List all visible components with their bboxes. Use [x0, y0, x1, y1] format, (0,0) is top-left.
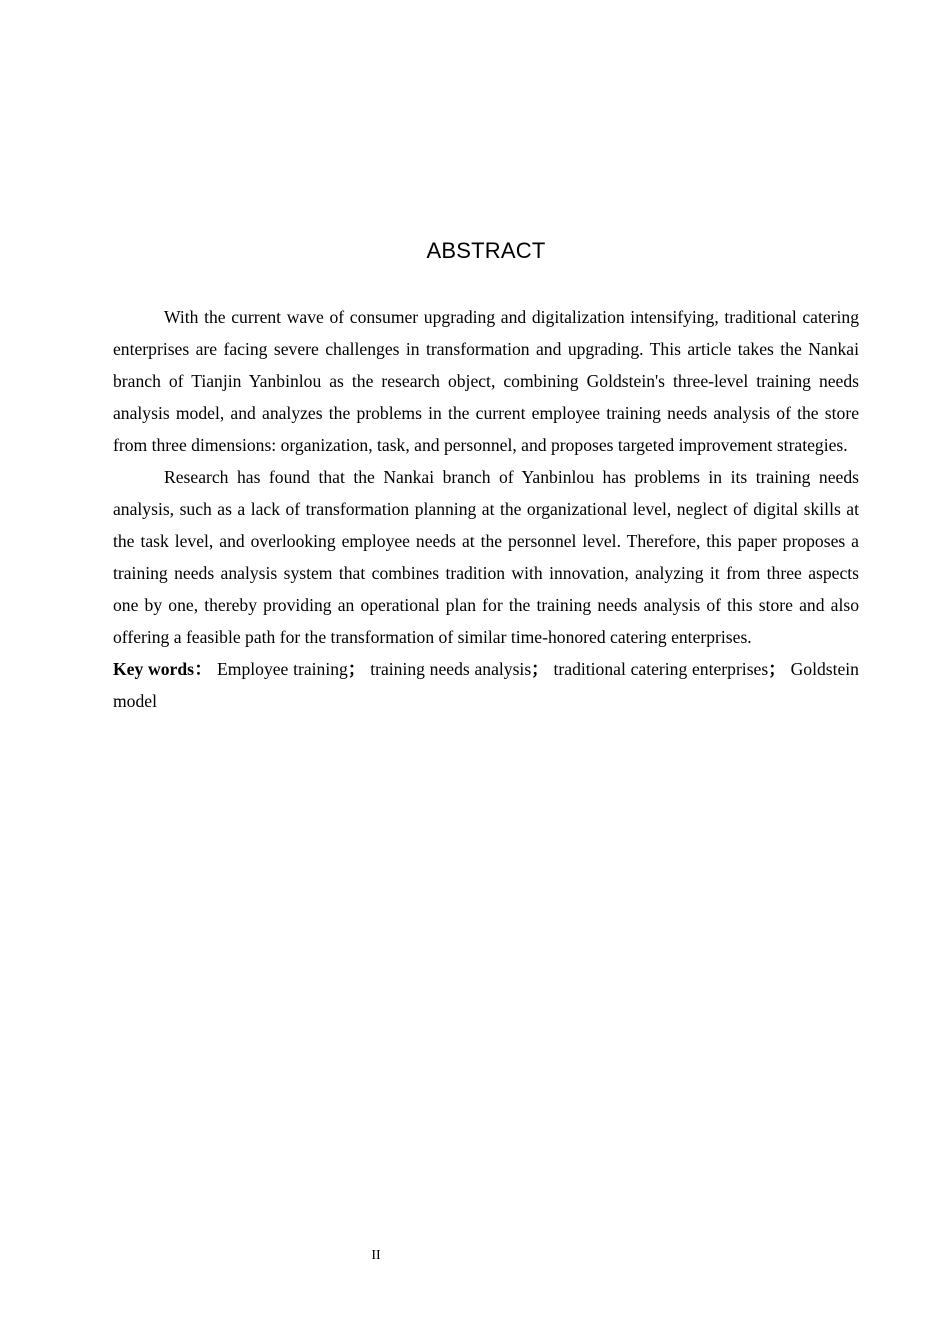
keyword-item: Employee training — [217, 659, 348, 679]
keyword-separator: ； — [768, 659, 786, 679]
keywords-line — [113, 653, 859, 717]
abstract-title: ABSTRACT — [426, 238, 546, 263]
page-number: II — [371, 1248, 381, 1263]
keyword-separator: ； — [347, 659, 366, 679]
keywords-label-separator: ： — [193, 659, 213, 679]
keyword-item: Goldstein model — [113, 659, 859, 711]
abstract-body — [113, 301, 859, 717]
keyword-separator: ； — [531, 659, 549, 679]
keywords-label: Key words — [113, 659, 194, 679]
abstract-paragraph-1: With the current wave of consumer upgrading and digitalization intensifying, traditional catering enterprises are facing severe challenges in transformation and upgrading. This article takes the Nankai branch of Tianjin Yanbinlou as the research object, combining Goldstein's three-level training needs analysis model, and analyzes the problems in the current employee training needs analysis of the store from three dimensions: organization, task, and personnel, and proposes targeted improvement strategies. — [113, 307, 859, 455]
keyword-item: training needs analysis — [370, 659, 532, 679]
keyword-item: traditional catering enterprises — [553, 659, 769, 679]
abstract-paragraph-2: Research has found that the Nankai branch of Yanbinlou has problems in its training needs analysis, such as a lack of transformation planning at the organizational level, neglect of digital skills at the task level, and overlooking employee needs at the personnel level. Therefore, this paper proposes a training needs analysis system that combines tradition with innovation, analyzing it from three aspects one by one, thereby providing an operational plan for the training needs analysis of this store and also offering a feasible path for the transformation of similar time-honored catering enterprises. — [113, 467, 859, 647]
